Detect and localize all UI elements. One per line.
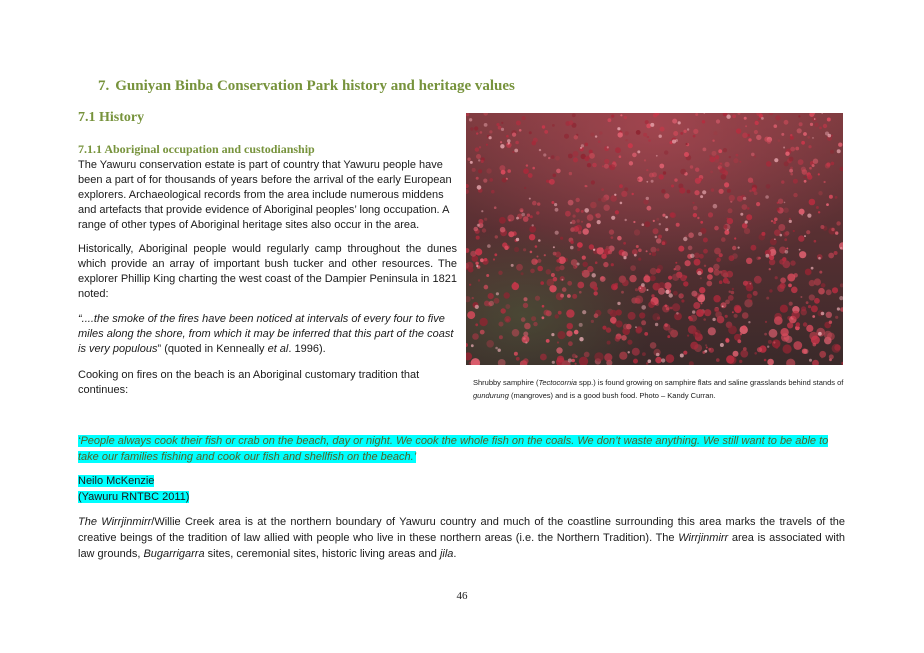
speaker-name: Neilo McKenzie bbox=[78, 475, 155, 487]
subsubsection-heading: 7.1.1 Aboriginal occupation and custodianship bbox=[78, 142, 315, 156]
wirrjinmirr-text-2: area is associated with law grounds, bbox=[78, 532, 845, 560]
subsection-heading: 7.1 History bbox=[78, 110, 145, 125]
paragraph-historically: Historically, Aboriginal people would regularly camp throughout the dunes which provide an array of important bush tucker and other resources. The explorer Phillip King charting the west coast of the Dampier Peninsula in 1821 noted: bbox=[78, 243, 457, 300]
page-number: 46 bbox=[456, 590, 468, 602]
paragraph-king-quote bbox=[78, 312, 457, 357]
section-title: Guniyan Binba Conservation Park history and heritage values bbox=[115, 78, 515, 94]
paragraph-wirrjinmirr bbox=[78, 514, 845, 562]
king-quote-close: ” (quoted in Kenneally bbox=[157, 343, 268, 355]
caption-local-name: gundurung bbox=[473, 391, 509, 400]
section-number: 7. bbox=[98, 78, 110, 94]
king-quote-text: “....the smoke of the fires have been noticed at intervals of every four to five miles along the shore, from which it may be inferred that this part of the coast is very populous bbox=[78, 313, 454, 355]
samphire-photo bbox=[466, 113, 843, 365]
caption-genus: Tectocornia bbox=[538, 378, 577, 387]
quote-attribution bbox=[78, 473, 189, 505]
king-quote-end: . 1996). bbox=[288, 343, 326, 355]
term-wirrjinmirr-2: Wirrjinmirr bbox=[678, 532, 729, 544]
community-quote-text: ‘People always cook their fish or crab on the beach, day or night. We cook the whole fish on the coals. We don’t waste anything. We still want to be able to take our families fishing and cook our fish and shellfish on the beach.’ bbox=[78, 435, 829, 463]
paragraph-cooking: Cooking on fires on the beach is an Aboriginal customary tradition that continues: bbox=[78, 369, 420, 396]
caption-text-1: Shrubby samphire ( bbox=[473, 378, 539, 387]
term-bugarrigarra: Bugarrigarra bbox=[143, 548, 205, 560]
caption-text-2: spp.) is found growing on samphire flats and saline grasslands behind stands of bbox=[576, 378, 844, 387]
section-heading bbox=[98, 78, 515, 95]
paragraph-occupation: The Yawuru conservation estate is part of country that Yawuru people have been a part of for thousands of years before the arrival of the early European explorers. Archaeological records from the area include numerous middens and artefacts that provide evidence of Aboriginal peoples’ long occupation. A range of other types of Aboriginal heritage sites also occur in the area. bbox=[78, 159, 452, 231]
wirrjinmirr-text-3: sites, ceremonial sites, historic living areas and bbox=[204, 548, 440, 560]
community-quote bbox=[78, 433, 845, 465]
wirrjinmirr-text-4: . bbox=[453, 548, 457, 560]
photo-caption bbox=[473, 376, 845, 402]
wirrjinmirr-text-1: /Willie Creek area is at the northern boundary of Yawuru country and much of the coastline surrounding this area marks the travels of the creative beings of the tradition of law allied with people who live in these northern areas (i.e. the Northern Tradition). The bbox=[78, 516, 845, 544]
term-jila: jila bbox=[439, 548, 454, 560]
speaker-source: (Yawuru RNTBC 2011) bbox=[78, 491, 190, 503]
term-wirrjinmirr: The Wirrjinmirr bbox=[78, 516, 152, 528]
caption-text-3: (mangroves) and is a good bush food. Photo – Kandy Curran. bbox=[508, 391, 716, 400]
king-quote-etal: et al bbox=[267, 343, 289, 355]
